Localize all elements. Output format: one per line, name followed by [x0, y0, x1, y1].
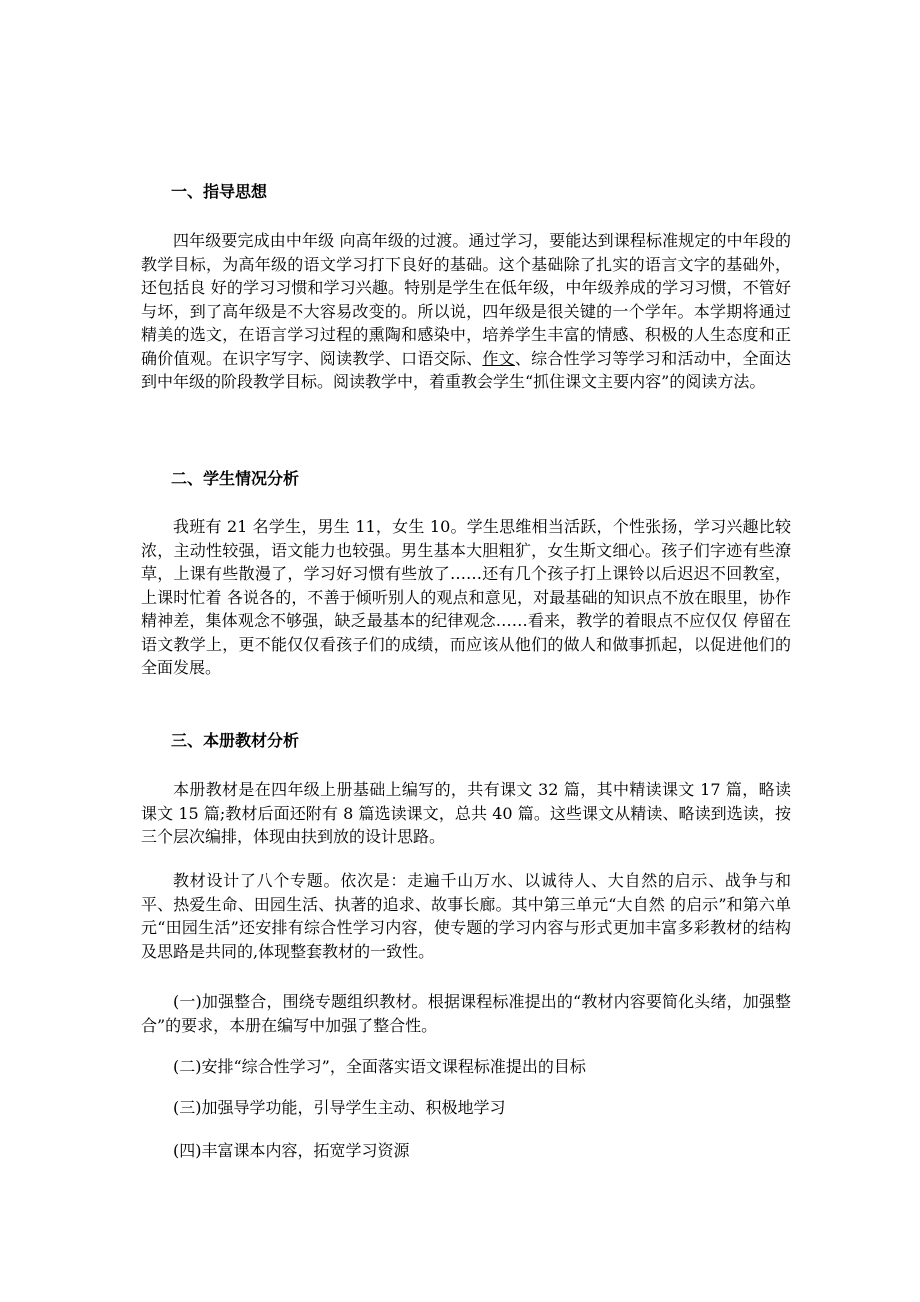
paragraph-text: 、综合性学习等学习和活动中，全面达到中年级的阶段教学目标。阅读教学中，着重教会学生“抓住课文主要内容”的阅读方法。 [141, 348, 791, 391]
paragraph-textbook-topics: 教材设计了八个专题。依次是：走遍千山万水、以诚待人、大自然的启示、战争与和平、热爱生命、田园生活、执著的追求、故事长廊。其中第三单元“大自然 的启示”和第六单元“田园生活”还安排有综合性学习内容，使专题的学习内容与形式更加丰富多彩教材的结构及思路是共同的,体现整套教材的一致性。 [141, 871, 791, 961]
section-heading-student-analysis: 二、学生情况分析 [171, 469, 300, 488]
list-item-comprehensive-learning: (二)安排“综合性学习”，全面落实语文课程标准提出的目标 [173, 1057, 586, 1076]
section-heading-guiding-ideology: 一、指导思想 [171, 182, 268, 201]
paragraph-student-analysis: 我班有 21 名学生，男生 11，女生 10。学生思维相当活跃，个性张扬，学习兴趣比较浓，主动性较强，语文能力也较强。男生基本大胆粗犷，女生斯文细心。孩子们字迹有些潦草，上课有些散漫了，学习好习惯有些放了……还有几个孩子打上课铃以后迟迟不回教室，上课时忙着 各说各的，不善于倾听别人的观点和意见，对最基础的知识点不放在眼里，协作精神差，集体观念不够强，缺乏最基本的纪律观念……看来，教学的着眼点不应仅仅 停留在语文教学上，更不能仅仅看孩子们的成绩，而应该从他们的做人和做事抓起，以促进他们的全面发展。 [141, 517, 791, 677]
paragraph-textbook-overview: 本册教材是在四年级上册基础上编写的，共有课文 32 篇，其中精读课文 17 篇，略读课文 15 篇;教材后面还附有 8 篇选读课文，总共 40 篇。这些课文从精读、略读到选读，按三个层次编排，体现由扶到放的设计思路。 [141, 780, 791, 846]
section-heading-textbook-analysis: 三、本册教材分析 [171, 731, 300, 750]
list-item-learning-resources: (四)丰富课本内容，拓宽学习资源 [173, 1141, 410, 1160]
list-item-integration: (一)加强整合，围绕专题组织教材。根据课程标准提出的“教材内容要简化头绪，加强整合”的要求，本册在编写中加强了整合性。 [141, 992, 791, 1035]
composition-link[interactable]: 作文 [482, 348, 515, 368]
paragraph-text: 四年级要完成由中年级 向高年级的过渡。通过学习，要能达到课程标准规定的中年段的教学目标，为高年级的语文学习打下良好的基础。这个基础除了扎实的语言文字的基础外，还包括良 好的学习习惯和学习兴趣。特别是学生在低年级，中年级养成的学习习惯，不管好与坏，到了高年级是不大容易改变的。所以说，四年级是很关键的一个学年。本学期将通过精美的选文，在语言学习过程的熏陶和感染中，培养学生丰富的情感、积极的人生态度和正确价值观。在识字写字、阅读教学、口语交际、 [141, 231, 791, 368]
paragraph-guiding-ideology [141, 229, 791, 394]
list-item-guided-learning: (三)加强导学功能，引导学生主动、积极地学习 [173, 1098, 506, 1117]
